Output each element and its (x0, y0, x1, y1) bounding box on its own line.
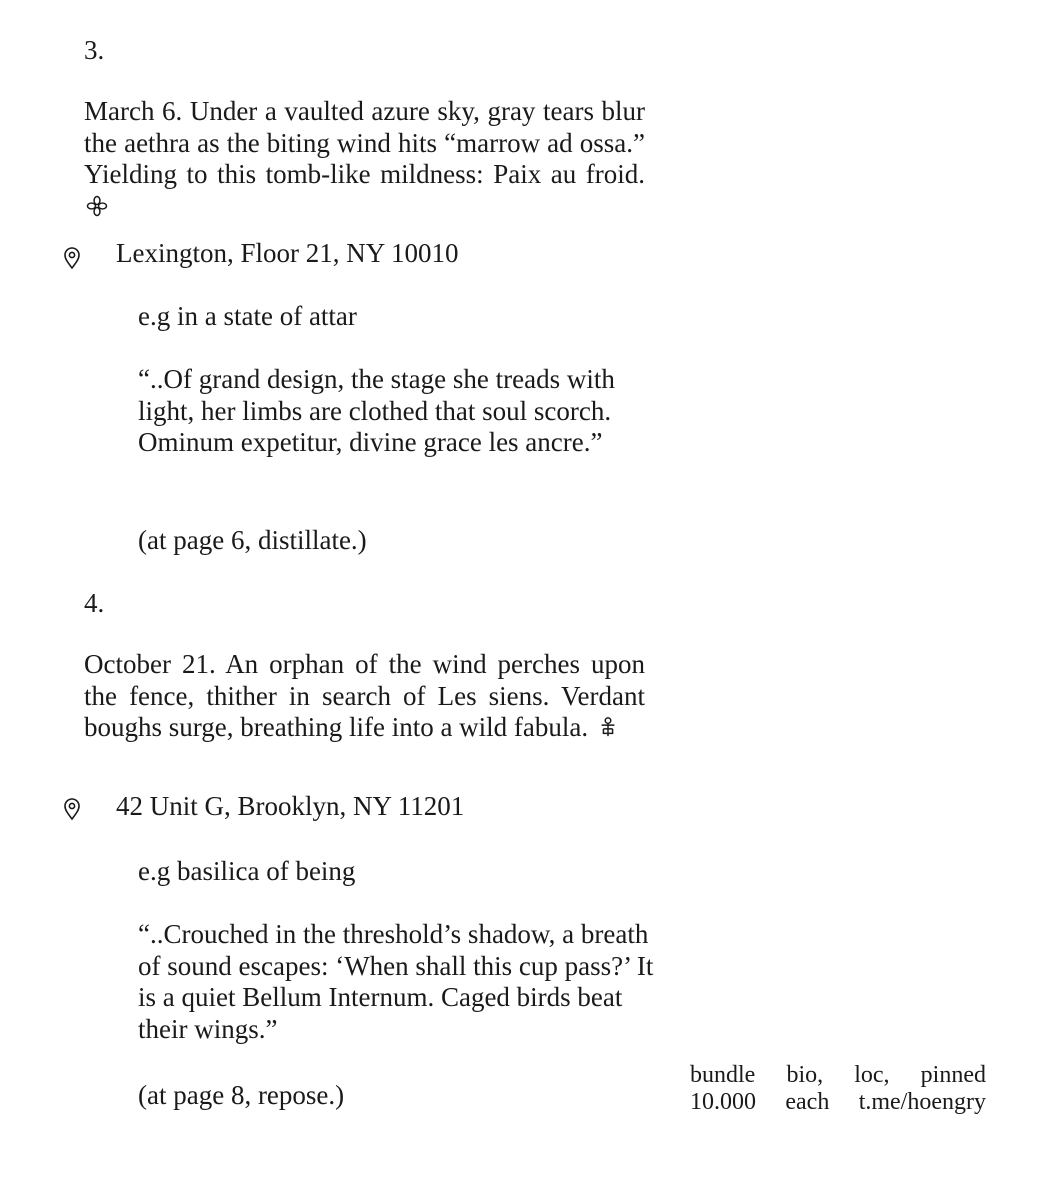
entry-note: e.g basilica of being (138, 856, 356, 886)
promo-note (690, 1062, 986, 1116)
entry-number: 4. (84, 588, 105, 618)
entry-citation: (at page 6, distillate.) (138, 525, 367, 555)
entry-text: October 21. An orphan of the wind perches upon the fence, thither in search of Les siens. Verdant boughs surge, breathing life into a wild fabula. (84, 649, 645, 742)
entry-text-block (84, 96, 645, 222)
map-pin-icon (62, 797, 82, 821)
entry-quote: “..Crouched in the threshold’s shadow, a breath of sound escapes: ‘When shall this cup pass?’ It is a quiet Bellum Internum. Caged birds beat their wings.” (138, 919, 654, 1044)
promo-line: 10.000 each t.me/hoengry (690, 1089, 986, 1115)
location-text: 42 Unit G, Brooklyn, NY 11201 (116, 791, 465, 821)
entry-text-block (84, 649, 645, 744)
quatrefoil-ornament-icon (86, 195, 108, 217)
cross-ornament-icon (597, 716, 619, 738)
entry-quote: “..Of grand design, the stage she treads with light, her limbs are clothed that soul scorch. Ominum expetitur, divine grace les ancre.” (138, 364, 615, 457)
entry-citation: (at page 8, repose.) (138, 1080, 345, 1110)
entry-text: March 6. Under a vaulted azure sky, gray tears blur the aethra as the biting wind hits “marrow ad ossa.” Yielding to this tomb-like mildness: Paix au froid. (84, 96, 645, 189)
promo-line: bundle bio, loc, pinned (690, 1062, 986, 1088)
location-text: Lexington, Floor 21, NY 10010 (116, 238, 459, 268)
entry-note: e.g in a state of attar (138, 301, 357, 331)
entry-number: 3. (84, 35, 105, 65)
map-pin-icon (62, 246, 82, 270)
